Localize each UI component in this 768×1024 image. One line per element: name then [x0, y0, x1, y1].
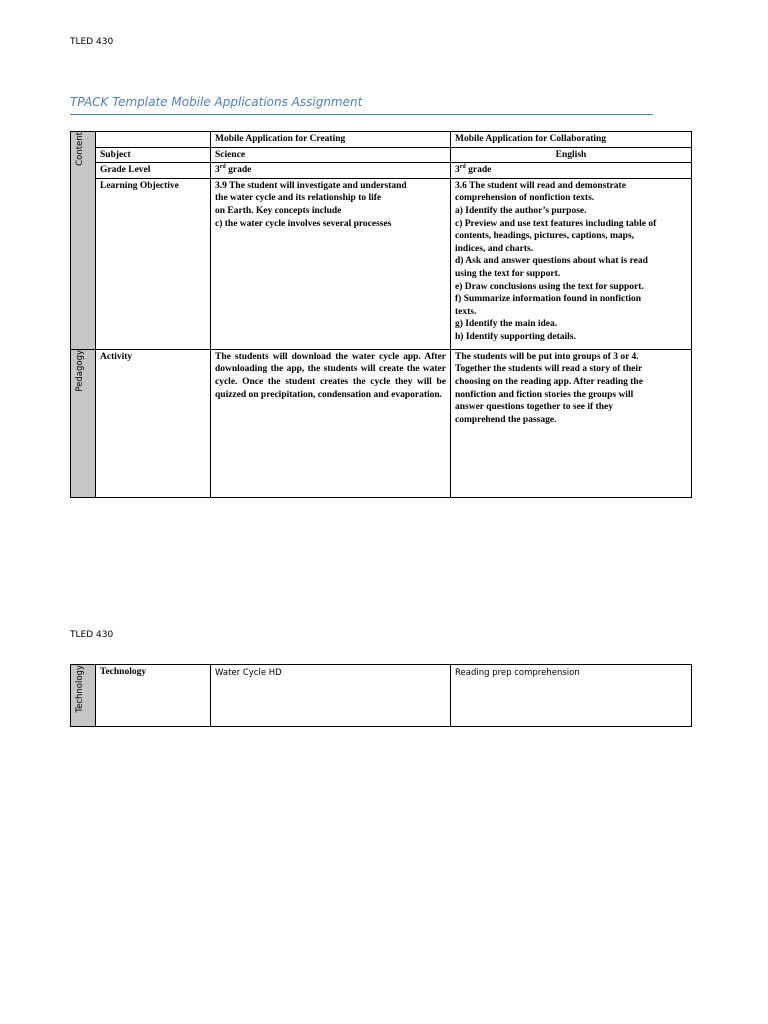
objective-col2-line: g) Identify the main idea.	[455, 319, 558, 330]
objective-col1-line: on Earth. Key concepts include	[215, 205, 342, 216]
objective-col2-line: h) Identify supporting details.	[455, 331, 576, 342]
pedagogy-label: Pedagogy	[75, 349, 85, 392]
objective-col1-line: 3.9 The student will investigate and understand	[215, 180, 407, 191]
technology-label: Technology	[75, 665, 85, 713]
page-header: TLED 430	[70, 630, 114, 640]
activity-col1: The students will download the water cycle app. After downloading the app, the students will create the water cycle. Once the student creates the cycle they will be quizzed on precipitation, condensation and evaporation.	[211, 349, 451, 497]
activity-label: Activity	[96, 349, 211, 497]
col2-header: Mobile Application for Collaborating	[451, 132, 692, 148]
objective-col2-line: 3.6 The student will read and demonstrate	[455, 180, 626, 191]
technology-table	[70, 664, 692, 727]
page-header: TLED 430	[70, 37, 114, 47]
objective-label: Learning Objective	[96, 178, 211, 349]
grade-col2-number: 3	[455, 165, 460, 176]
objective-col2-line: a) Identify the author’s purpose.	[455, 205, 587, 216]
objective-col2-line: texts.	[455, 306, 477, 317]
activity-col2-line: nonfiction and fiction stories the groups will	[455, 389, 634, 400]
objective-col2-line: contents, headings, pictures, captions, maps,	[455, 231, 635, 242]
pedagogy-side-label	[71, 349, 96, 497]
objective-col1-line: c) the water cycle involves several processes	[215, 218, 392, 229]
grade-col2	[451, 163, 692, 179]
activity-col2-line: answer questions together to see if they	[455, 402, 613, 413]
grade-col1-text: grade	[225, 165, 252, 176]
technology-row-label: Technology	[96, 665, 211, 727]
technology-col1: Water Cycle HD	[211, 665, 451, 727]
grade-col1-number: 3	[215, 165, 220, 176]
content-label: Content	[75, 132, 85, 166]
technology-side-label	[71, 665, 96, 727]
objective-col2	[451, 178, 692, 349]
objective-col2-line: comprehension of nonfiction texts.	[455, 193, 595, 204]
content-side-label	[71, 132, 96, 350]
objective-col2-line: c) Preview and use text features including table of	[455, 218, 657, 229]
objective-col1-line: the water cycle and its relationship to life	[215, 193, 382, 204]
grade-col1-suffix: rd	[219, 164, 226, 171]
activity-col2	[451, 349, 692, 497]
objective-col2-line: indices, and charts.	[455, 243, 534, 254]
grade-label: Grade Level	[96, 163, 211, 179]
activity-col2-line: The students will be put into groups of 3 or 4.	[455, 351, 639, 362]
grade-col1	[211, 163, 451, 179]
subject-col2: English	[451, 147, 692, 163]
activity-col2-line: Together the students will read a story of their	[455, 364, 643, 375]
objective-col2-line: e) Draw conclusions using the text for support.	[455, 281, 644, 292]
technology-col2: Reading prep comprehension	[451, 665, 692, 727]
subject-col1: Science	[211, 147, 451, 163]
grade-col2-text: grade	[465, 165, 492, 176]
title-underline	[70, 114, 653, 115]
tpack-table	[70, 131, 692, 498]
grade-col2-suffix: rd	[459, 164, 466, 171]
objective-col2-line: d) Ask and answer questions about what is read	[455, 256, 648, 267]
document-title: TPACK Template Mobile Applications Assignment	[70, 95, 363, 109]
activity-col2-line: choosing on the reading app. After reading the	[455, 376, 643, 387]
header-blank-cell	[96, 132, 211, 148]
objective-col2-line: using the text for support.	[455, 268, 561, 279]
activity-col2-line: comprehend the passage.	[455, 414, 557, 425]
objective-col2-line: f) Summarize information found in nonfiction	[455, 294, 642, 305]
subject-label: Subject	[96, 147, 211, 163]
objective-col1	[211, 178, 451, 349]
col1-header: Mobile Application for Creating	[211, 132, 451, 148]
